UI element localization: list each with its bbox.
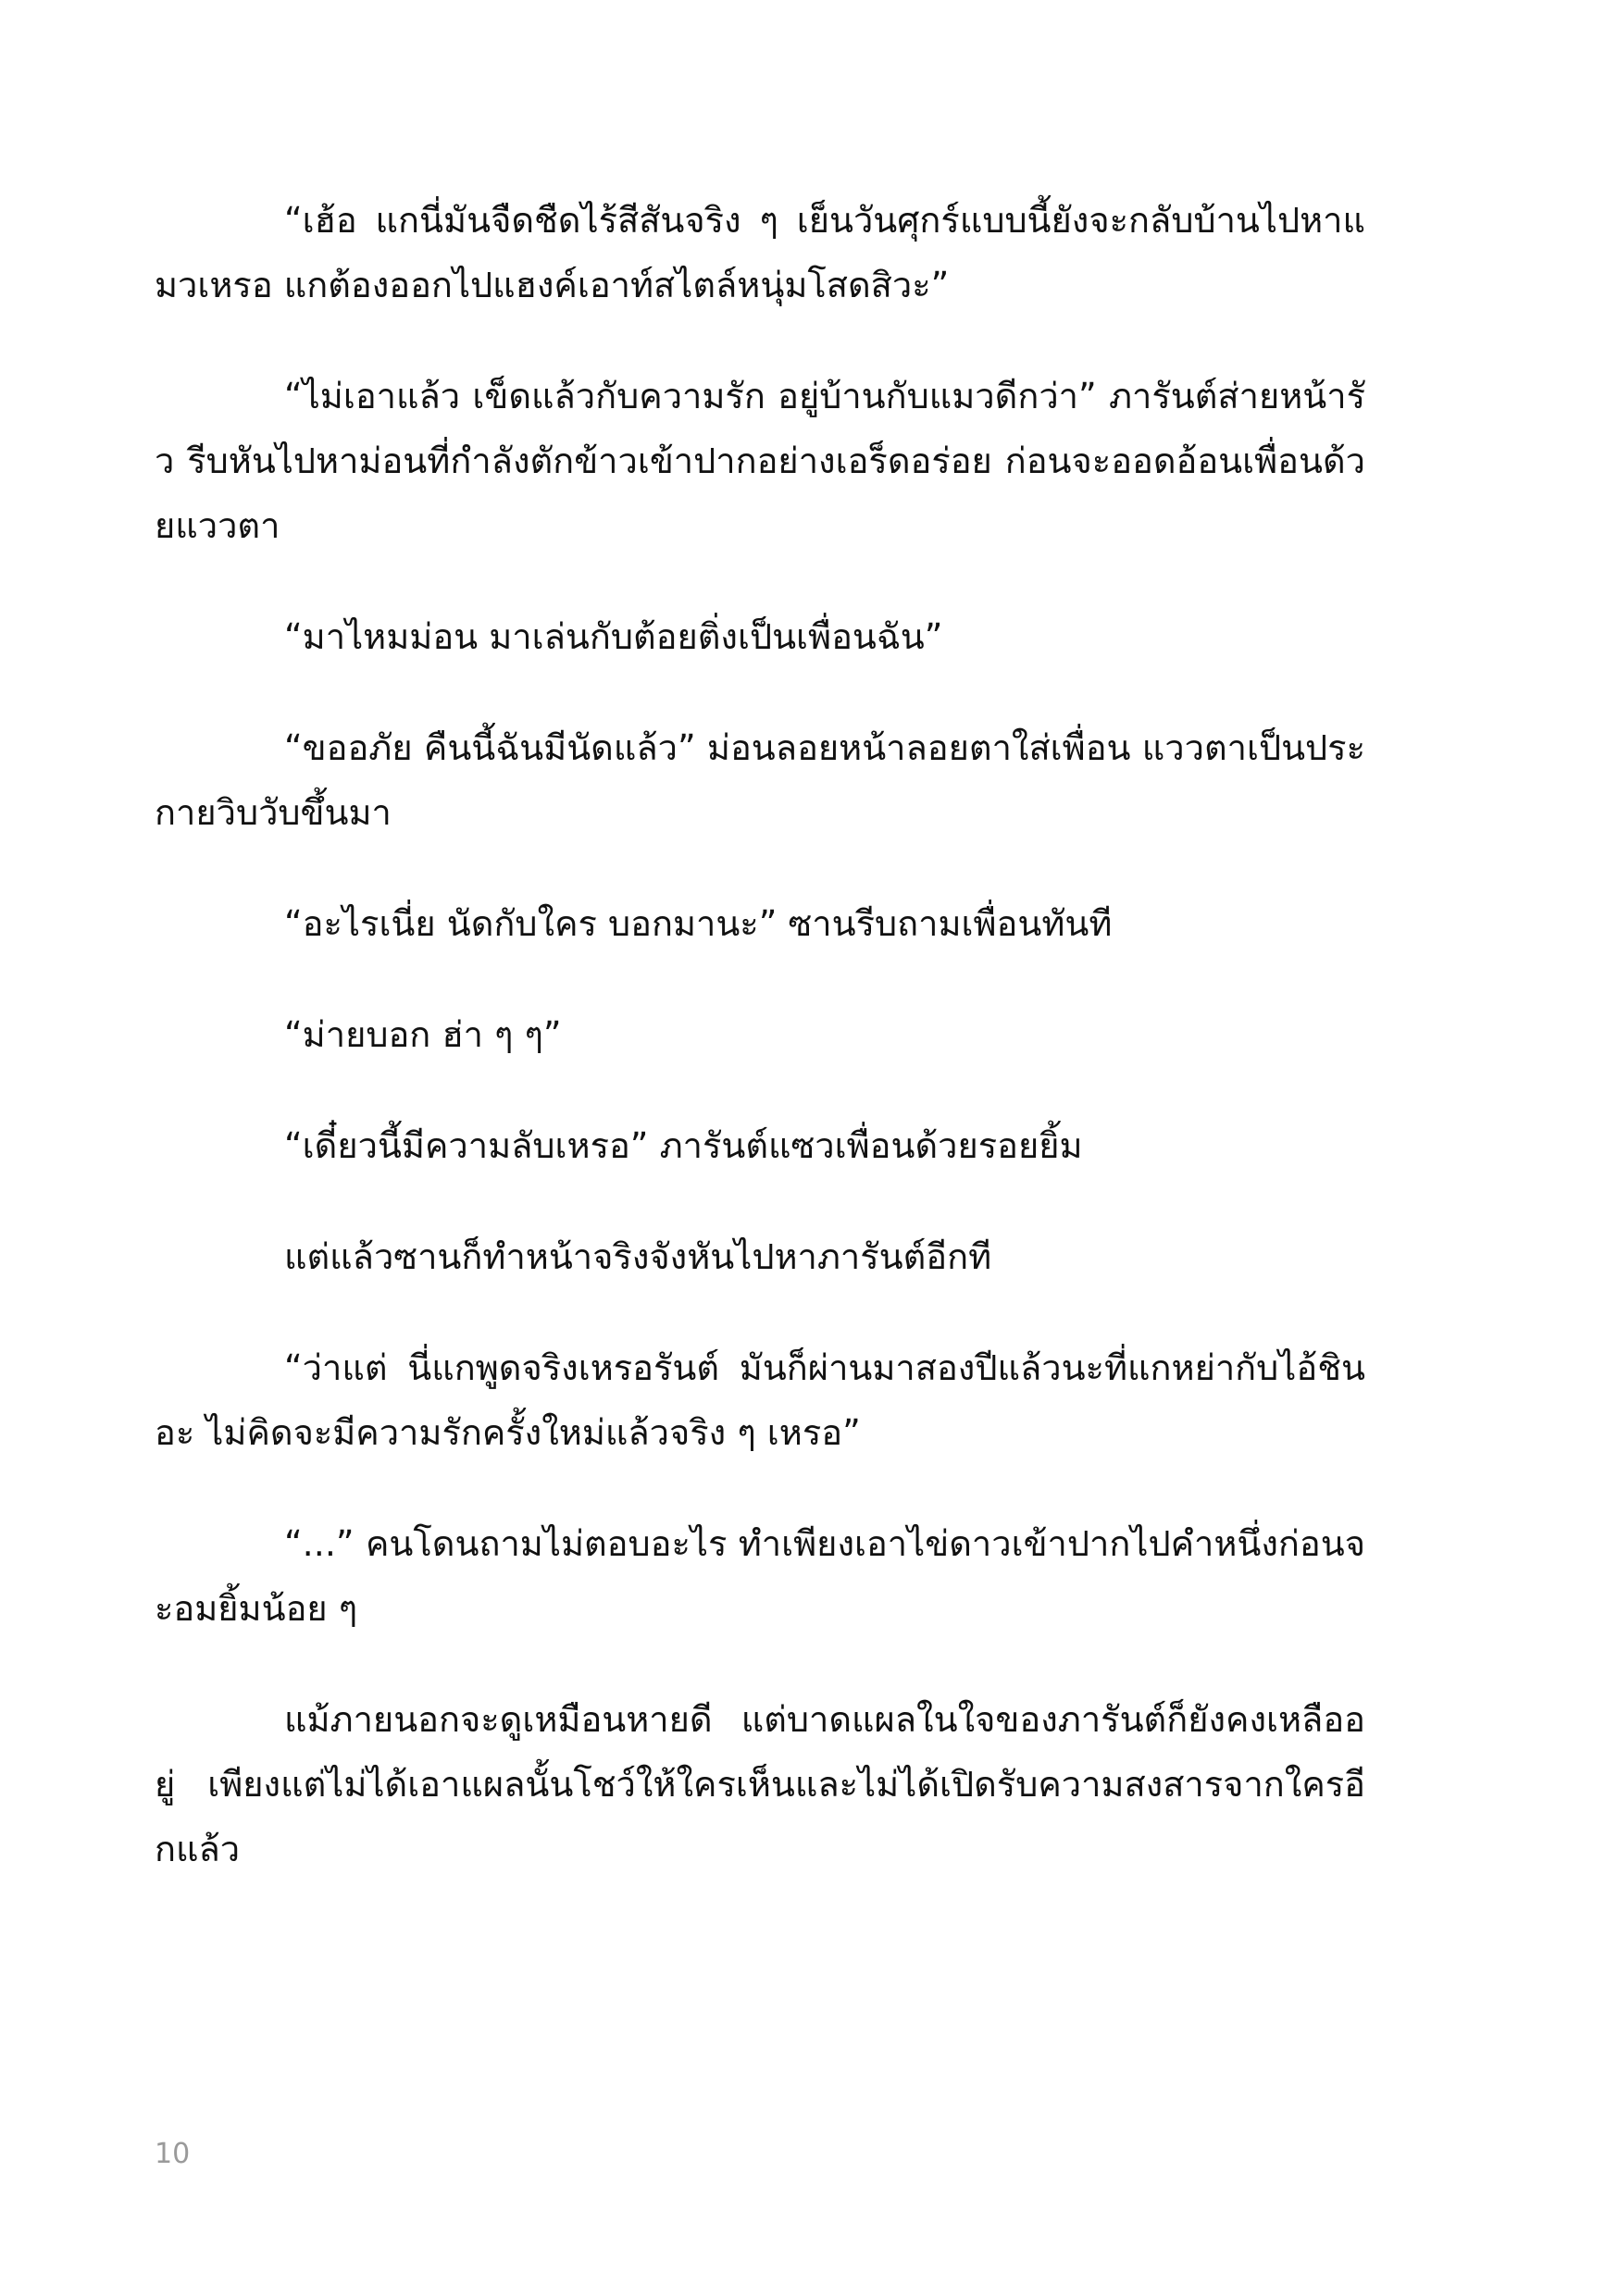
paragraph-10: “...” คนโดนถามไม่ตอบอะไร ทำเพียงเอาไข่ดาวเข้าปากไปคำหนึ่งก่อนจะอมยิ้มน้อย ๆ: [155, 1523, 1365, 1629]
paragraph-5: “อะไรเนี่ย นัดกับใคร บอกมานะ” ซานรีบถามเพื่อนทันที: [284, 903, 1113, 944]
paragraph-11: แม้ภายนอกจะดูเหมือนหายดี แต่บาดแผลในใจของภารันต์ก็ยังคงเหลืออยู่ เพียงแต่ไม่ได้เอาแผลนั้นโชว์ให้ใครเห็นและไม่ได้เปิดรับความสงสารจากใครอีกแล้ว: [155, 1699, 1365, 1869]
paragraph-6: “ม่ายบอก ฮ่า ๆ ๆ”: [284, 1014, 562, 1055]
paragraph-4: “ขออภัย คืนนี้ฉันมีนัดแล้ว” ม่อนลอยหน้าลอยตาใส่เพื่อน แววตาเป็นประกายวิบวับขึ้นมา: [155, 727, 1365, 833]
paragraph-2: “ไม่เอาแล้ว เข็ดแล้วกับความรัก อยู่บ้านกับแมวดีกว่า” ภารันต์ส่ายหน้ารัว รีบหันไปหาม่อนที่กำลังตักข้าวเข้าปากอย่างเอร็ดอร่อย ก่อนจะออดอ้อนเพื่อนด้วยแววตา: [155, 376, 1365, 546]
body-text: [155, 188, 1365, 1928]
paragraph-9: “ว่าแต่ นี่แกพูดจริงเหรอรันต์ มันก็ผ่านมาสองปีแล้วนะที่แกหย่ากับไอ้ชินอะ ไม่คิดจะมีความรักครั้งใหม่แล้วจริง ๆ เหรอ”: [155, 1347, 1365, 1453]
paragraph-3: “มาไหมม่อน มาเล่นกับต้อยติ่งเป็นเพื่อนฉัน”: [284, 616, 943, 657]
paragraph-7: “เดี๋ยวนี้มีความลับเหรอ” ภารันต์แซวเพื่อนด้วยรอยยิ้ม: [284, 1125, 1083, 1166]
page-number: 10: [155, 2138, 191, 2170]
paragraph-1: “เฮ้อ แกนี่มันจืดชืดไร้สีสันจริง ๆ เย็นวันศุกร์แบบนี้ยังจะกลับบ้านไปหาแมวเหรอ แกต้องออกไปแฮงค์เอาท์สไตล์หนุ่มโสดสิวะ”: [155, 200, 1365, 305]
paragraph-8: แต่แล้วซานก็ทำหน้าจริงจังหันไปหาภารันต์อีกที: [284, 1236, 992, 1277]
